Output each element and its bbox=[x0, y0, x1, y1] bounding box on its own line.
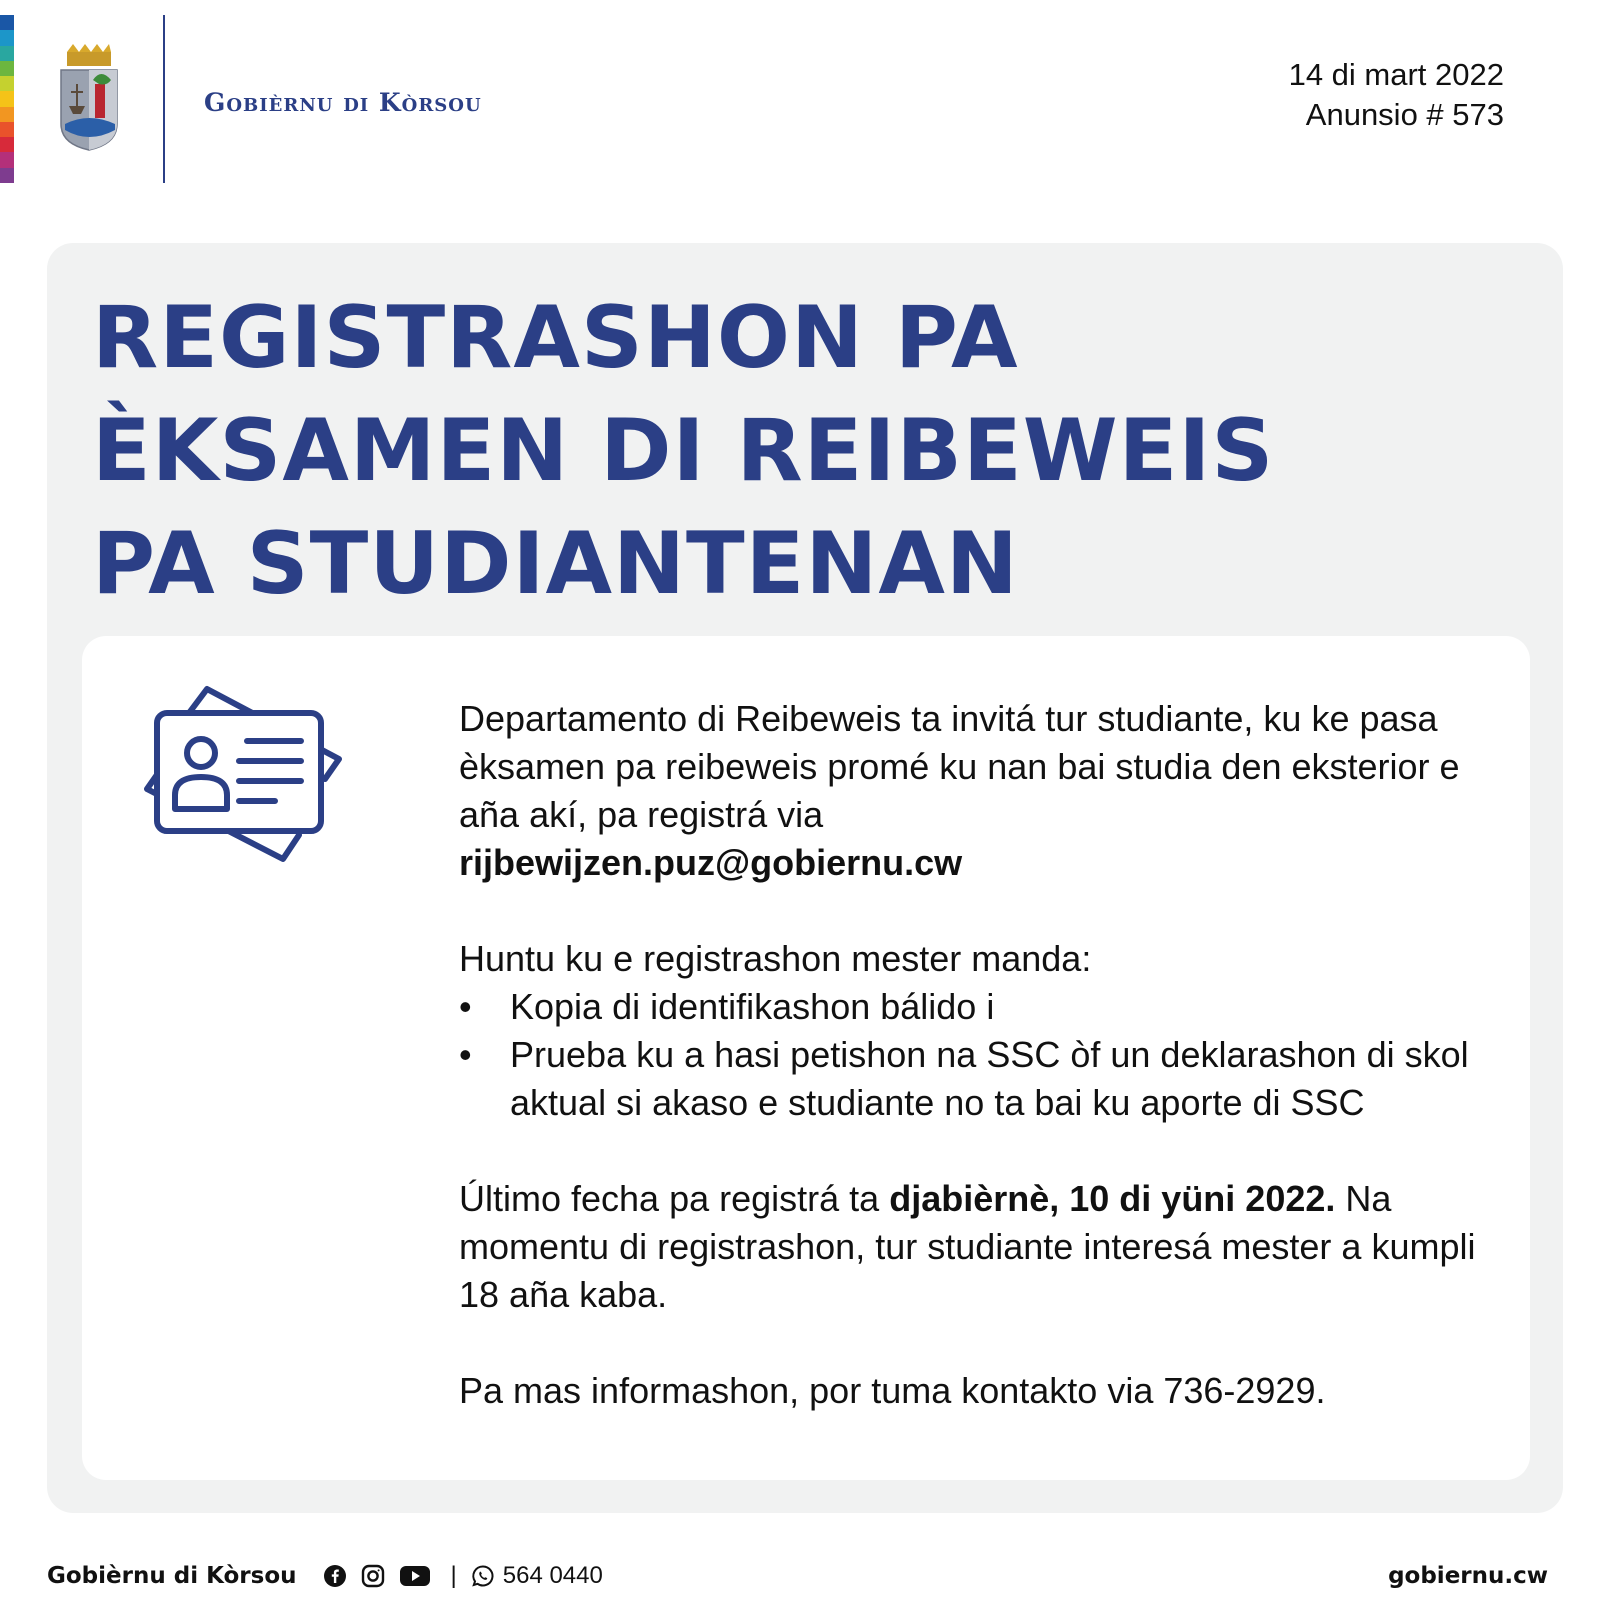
footer-phone: 564 0440 bbox=[502, 1562, 603, 1589]
list-item-text: Kopia di identifikashon bálido i bbox=[510, 986, 995, 1027]
email-link[interactable]: rijbewijzen.puz@gobiernu.cw bbox=[459, 842, 963, 883]
footer-website[interactable]: gobiernu.cw bbox=[1388, 1563, 1548, 1589]
deadline-suffix: Na momentu di registrashon, tur studiante interesá mester a kumpli 18 aña kaba. bbox=[459, 1178, 1476, 1315]
header-divider bbox=[163, 15, 165, 183]
title-line-3: PA STUDIANTENAN bbox=[92, 514, 1019, 614]
footer-brand: Gobièrnu di Kòrsou bbox=[47, 1563, 297, 1589]
announcement-meta bbox=[1289, 55, 1504, 135]
id-card-icon bbox=[143, 683, 343, 863]
social-links bbox=[323, 1564, 431, 1588]
org-name: Gobièrnu di Kòrsou bbox=[204, 88, 482, 117]
coat-of-arms-icon bbox=[55, 44, 123, 152]
brand-color-strip bbox=[0, 15, 14, 183]
announcement-date: 14 di mart 2022 bbox=[1288, 57, 1504, 92]
deadline-date: djabièrnè, 10 di yüni 2022. bbox=[889, 1178, 1336, 1219]
footer bbox=[47, 1554, 1548, 1598]
requirements-list bbox=[459, 983, 1489, 1127]
list-item: • Prueba ku a hasi petishon na SSC òf un deklarashon di skol aktual si akaso e studiante no ta bai ku aporte di SSC bbox=[459, 1034, 1469, 1123]
title-line-2: ÈKSAMEN DI REIBEWEIS bbox=[92, 401, 1275, 501]
whatsapp-contact[interactable] bbox=[471, 1562, 603, 1590]
list-item: • Kopia di identifikashon bálido i bbox=[459, 986, 995, 1027]
youtube-icon[interactable] bbox=[399, 1564, 431, 1588]
whatsapp-icon bbox=[471, 1564, 495, 1588]
intro-text: Departamento di Reibeweis ta invitá tur studiante, ku ke pasa èksamen pa reibeweis promé ku nan bai studia den eksterior e aña akí, pa registrá via bbox=[459, 698, 1460, 835]
footer-separator: | bbox=[450, 1562, 457, 1589]
deadline-paragraph bbox=[459, 1175, 1489, 1319]
contact-paragraph: Pa mas informashon, por tuma kontakto via 736-2929. bbox=[459, 1370, 1326, 1411]
announcement-body bbox=[459, 695, 1489, 1415]
intro-paragraph bbox=[459, 695, 1489, 887]
requirements-intro: Huntu ku e registrashon mester manda: bbox=[459, 938, 1092, 979]
page-title bbox=[92, 282, 1274, 621]
deadline-prefix: Último fecha pa registrá ta bbox=[459, 1178, 880, 1219]
title-line-1: REGISTRASHON PA bbox=[92, 288, 1019, 388]
instagram-icon[interactable] bbox=[361, 1564, 385, 1588]
list-item-text: Prueba ku a hasi petishon na SSC òf un deklarashon di skol aktual si akaso e studiante no ta bai ku aporte di SSC bbox=[510, 1034, 1469, 1123]
announcement-number: Anunsio # 573 bbox=[1305, 97, 1504, 132]
facebook-icon[interactable] bbox=[323, 1564, 347, 1588]
